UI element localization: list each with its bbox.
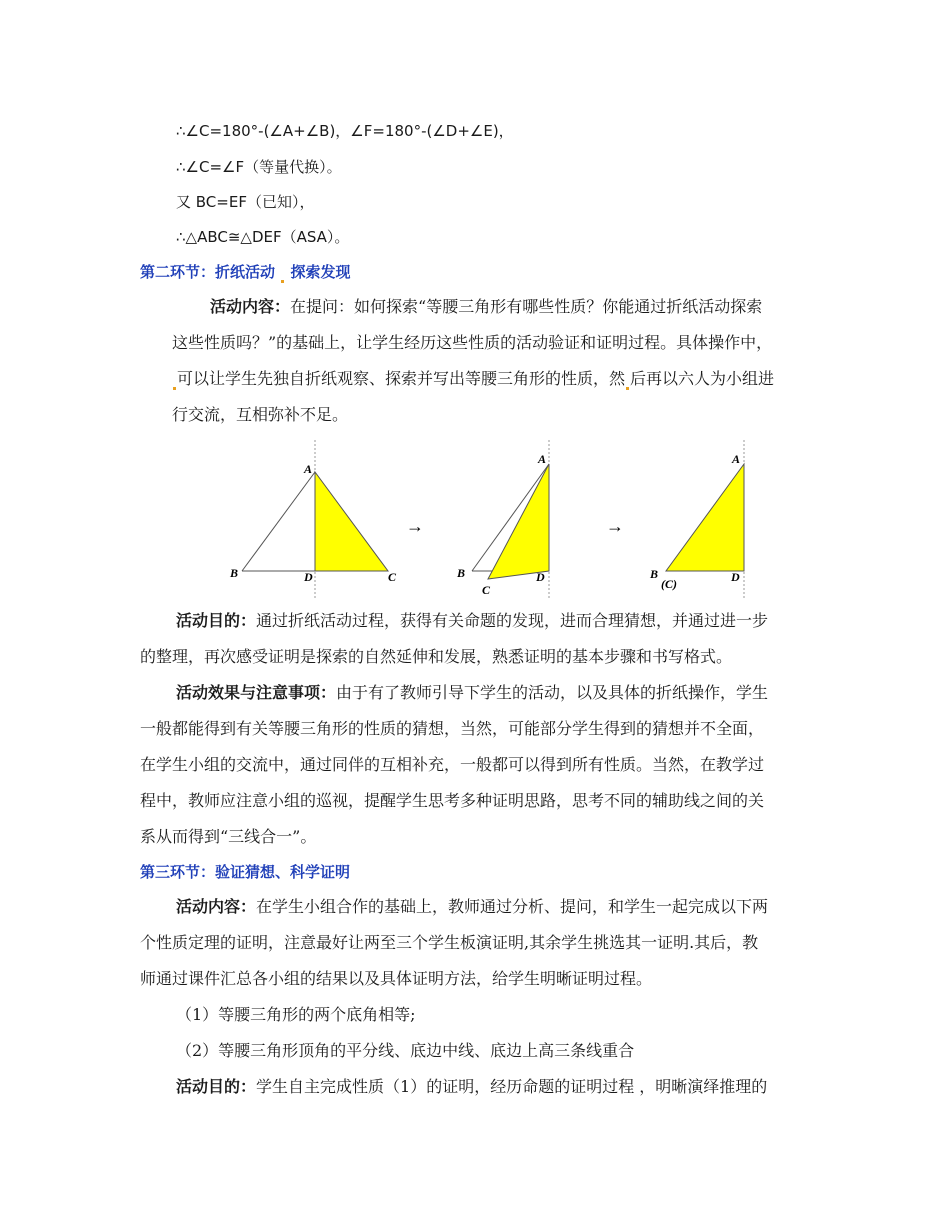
sec3-purpose-line-1 xyxy=(176,1076,767,1098)
sec3-item-1: （1）等腰三角形的两个底角相等; xyxy=(176,1005,416,1024)
sec2-purpose-label: 活动目的： xyxy=(176,611,257,630)
sec2-effect-line-5: 系从而得到“三线合一”。 xyxy=(140,827,317,846)
label-d: D xyxy=(304,570,313,584)
proof-line-1: ∴∠C=180°-(∠A+∠B)，∠F=180°-(∠D+∠E)， xyxy=(176,122,514,140)
sec2-content-label: 活动内容： xyxy=(210,297,291,316)
edit-mark-icon xyxy=(173,387,176,390)
sec3-content-line-1 xyxy=(176,896,768,918)
proof-line-3: 又 BC=EF（已知）， xyxy=(176,193,315,211)
sec3-content-line-2: 个性质定理的证明，注意最好让两至三个学生板演证明,其余学生挑选其一证明.其后，教 xyxy=(140,933,759,952)
sec2-effect-line-4: 程中，教师应注意小组的巡视，提醒学生思考多种证明思路，思考不同的辅助线之间的关 xyxy=(140,791,765,810)
edit-mark-icon xyxy=(626,387,629,390)
sec2-content-line-2: 这些性质吗？”的基础上，让学生经历这些性质的活动验证和证明过程。具体操作中， xyxy=(172,333,773,352)
sec3-content-text-1: 在学生小组合作的基础上，教师通过分析、提问，和学生一起完成以下两 xyxy=(256,897,769,916)
folding-figure xyxy=(220,440,780,605)
side-ab xyxy=(242,472,315,571)
label-a: A xyxy=(732,452,741,466)
sec3-purpose-label: 活动目的： xyxy=(176,1077,257,1096)
sec2-purpose-line-1 xyxy=(176,610,768,632)
sec2-effect-line-2: 一般都能得到有关等腰三角形的性质的猜想，当然，可能部分学生得到的猜想并不全面， xyxy=(140,719,765,738)
label-d: D xyxy=(536,570,545,584)
label-d: D xyxy=(731,570,740,584)
sec2-effect-label: 活动效果与注意事项： xyxy=(176,683,337,702)
arrow-icon: → xyxy=(406,516,424,536)
folded-triangle xyxy=(666,464,744,571)
label-b: B xyxy=(230,566,239,580)
section-2-heading xyxy=(140,261,351,283)
sec2-purpose-line-2: 的整理，再次感受证明是探索的自然延伸和发展，熟悉证明的基本步骤和书写格式。 xyxy=(140,647,733,666)
folded-half xyxy=(315,472,388,571)
section-2-heading-part-a: 第二环节：折纸活动 xyxy=(140,263,276,281)
section-3-heading: 第三环节：验证猜想、科学证明 xyxy=(140,863,351,881)
sec2-purpose-text-1: 通过折纸活动过程，获得有关命题的发现，进而合理猜想，并通过进一步 xyxy=(256,611,769,630)
sec2-effect-text-1: 由于有了教师引导下学生的活动，以及具体的折纸操作，学生 xyxy=(336,683,769,702)
sec2-content-text-1: 在提问：如何探索“等腰三角形有哪些性质？你能通过折纸活动探索 xyxy=(290,297,763,316)
label-a: A xyxy=(538,452,547,466)
label-a: A xyxy=(304,462,313,476)
section-2-heading-part-b: 探索发现 xyxy=(290,263,351,281)
arrow-icon: → xyxy=(606,516,624,536)
edit-mark-icon xyxy=(281,280,284,283)
sec2-content-line-3 xyxy=(172,368,774,390)
label-b: B xyxy=(650,567,659,581)
figure-3-folded xyxy=(649,440,744,600)
proof-line-4: ∴△ABC≅△DEF（ASA）。 xyxy=(176,228,350,246)
label-c: C xyxy=(388,570,397,584)
figure-1-full-triangle xyxy=(229,440,397,600)
sec3-item-2: （2）等腰三角形顶角的平分线、底边中线、底边上高三条线重合 xyxy=(176,1041,635,1060)
label-c: (C) xyxy=(661,577,677,591)
sec2-content-line-1 xyxy=(210,296,762,318)
sec3-purpose-text-1: 学生自主完成性质（1）的证明，经历命题的证明过程 ，明晰演绎推理的 xyxy=(256,1077,768,1096)
sec2-content-line-4: 行交流，互相弥补不足。 xyxy=(172,405,349,424)
figure-2-folding xyxy=(456,440,549,600)
sec2-content-text-3b: 后再以六人为小组进 xyxy=(630,369,775,388)
sec2-effect-line-3: 在学生小组的交流中，通过同伴的互相补充，一般都可以得到所有性质。当然，在教学过 xyxy=(140,755,765,774)
sec3-content-line-3: 师通过课件汇总各小组的结果以及具体证明方法，给学生明晰证明过程。 xyxy=(140,969,653,988)
sec2-content-text-3a: 可以让学生先独自折纸观察、探索并写出等腰三角形的性质，然 xyxy=(177,369,626,388)
sec2-effect-line-1 xyxy=(176,682,768,704)
label-b: B xyxy=(457,566,466,580)
label-c: C xyxy=(482,583,491,597)
proof-line-2: ∴∠C=∠F（等量代换）。 xyxy=(176,158,342,176)
sec3-content-label: 活动内容： xyxy=(176,897,257,916)
folding-half xyxy=(488,464,549,579)
